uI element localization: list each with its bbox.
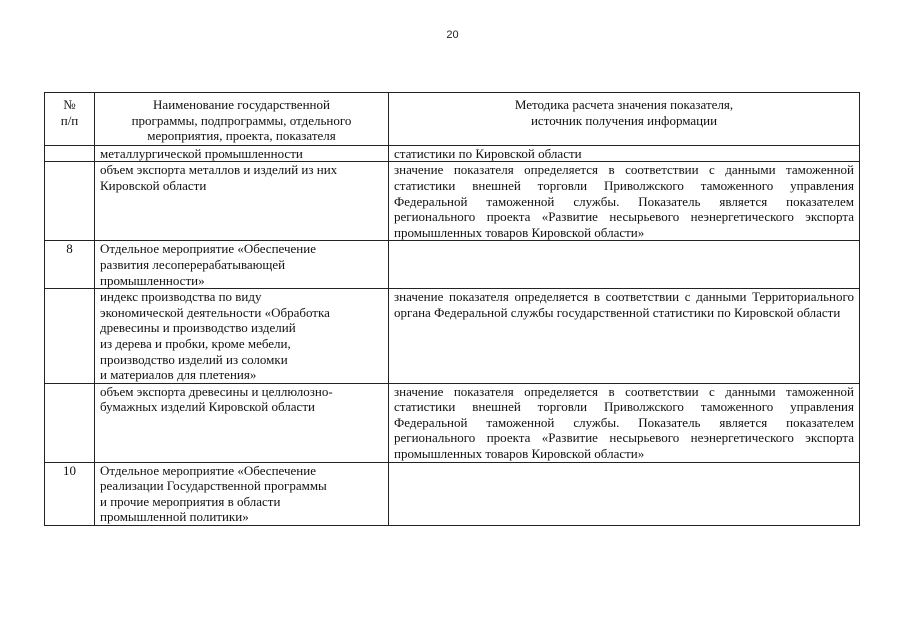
row-method: значение показателя определяется в соответствии с данными таможенной статистики внешней торговли Приволжского таможенного управления Федеральной таможенной службы. Показатель является показателем регионального проекта «Развитие несырьевого неэнергетического экспорта промышленных товаров Кировской области» xyxy=(389,162,860,241)
row-method xyxy=(389,241,860,289)
row-number xyxy=(45,289,95,384)
row-method xyxy=(389,462,860,525)
row-name: Отдельное мероприятие «Обеспечение реализации Государственной программы и прочие мероприятия в области промышленной политики» xyxy=(95,462,389,525)
table-row xyxy=(45,462,860,525)
header-number: № п/п xyxy=(45,93,95,146)
row-number: 8 xyxy=(45,241,95,289)
row-method: статистики по Кировской области xyxy=(389,145,860,162)
header-method: Методика расчета значения показателя, источник получения информации xyxy=(389,93,860,146)
table-row xyxy=(45,383,860,462)
row-number: 10 xyxy=(45,462,95,525)
indicator-table xyxy=(44,92,860,526)
row-method: значение показателя определяется в соответствии с данными Территориального органа Федеральной службы государственной статистики по Кировской области xyxy=(389,289,860,384)
row-number xyxy=(45,145,95,162)
row-name: Отдельное мероприятие «Обеспечение развития лесоперерабатывающей промышленности» xyxy=(95,241,389,289)
table-header-row xyxy=(45,93,860,146)
table-row xyxy=(45,162,860,241)
row-number xyxy=(45,162,95,241)
header-name: Наименование государственной программы, подпрограммы, отдельного мероприятия, проекта, показателя xyxy=(95,93,389,146)
page-number: 20 xyxy=(446,29,459,41)
table-row xyxy=(45,289,860,384)
row-name: объем экспорта металлов и изделий из них Кировской области xyxy=(95,162,389,241)
row-name: металлургической промышленности xyxy=(95,145,389,162)
row-name: объем экспорта древесины и целлюлозно- бумажных изделий Кировской области xyxy=(95,383,389,462)
row-number xyxy=(45,383,95,462)
table-row xyxy=(45,145,860,162)
table-row xyxy=(45,241,860,289)
row-method: значение показателя определяется в соответствии с данными таможенной статистики внешней торговли Приволжского таможенного управления Федеральной таможенной службы. Показатель является показателем регионального проекта «Развитие несырьевого неэнергетического экспорта промышленных товаров Кировской области» xyxy=(389,383,860,462)
row-name: индекс производства по виду экономической деятельности «Обработка древесины и производство изделий из дерева и пробки, кроме мебели, производство изделий из соломки и материалов для плетения» xyxy=(95,289,389,384)
